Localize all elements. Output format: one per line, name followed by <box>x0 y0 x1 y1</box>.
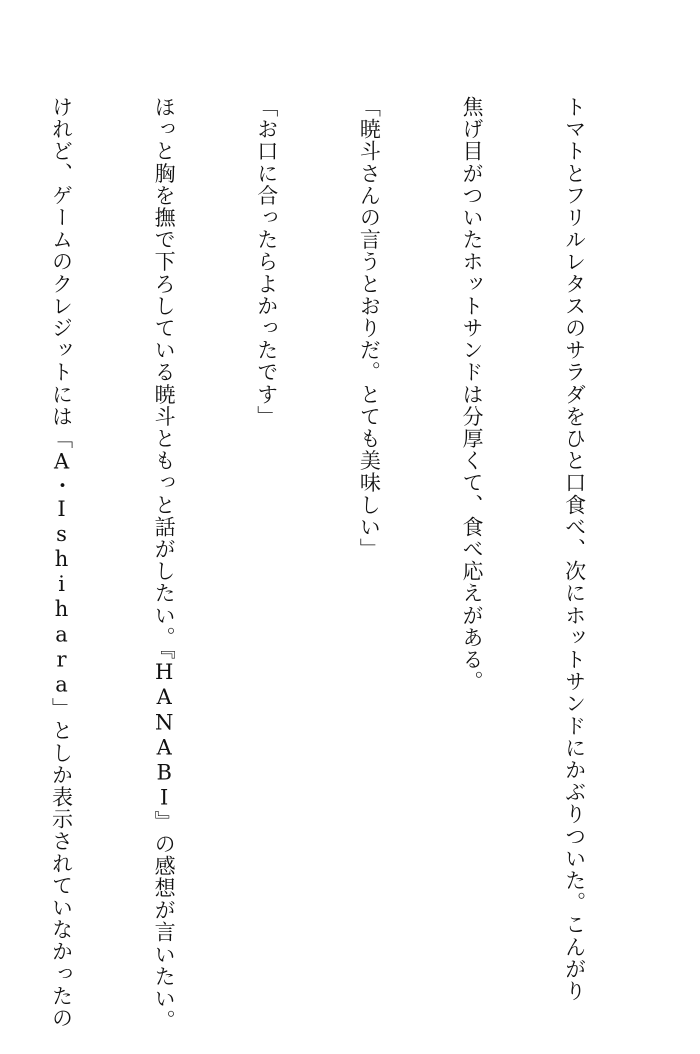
text-line: 「暁斗さんの言うとおりだ。とても美味しい」 <box>357 96 382 561</box>
vertical-text-block <box>0 96 660 1032</box>
text-line: トマトとフリルレタスのサラダをひと口食べ、次にホットサンドにかぶりついた。こんがり <box>562 96 587 1003</box>
text-line: 焦げ目がついたホットサンドは分厚くて、食べ応えがある。 <box>459 96 484 693</box>
text-line: けれど、ゲームのクレジットには「A・Ishihara」としか表示されていなかったの <box>49 96 74 1030</box>
text-line: 「お口に合ったらよかったです」 <box>254 96 279 428</box>
text-line: ほっと胸を撫で下ろしている暁斗ともっと話がしたい。『HANABI』の感想が言いたい。 <box>152 96 177 1032</box>
